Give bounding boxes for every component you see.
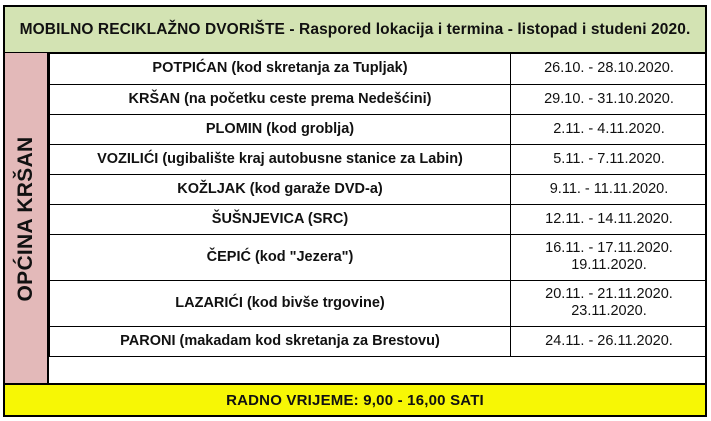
date-lines xyxy=(511,240,707,274)
date-lines xyxy=(511,60,707,77)
header-title: MOBILNO RECIKLAŽNO DVORIŠTE - Raspored lokacija i termina - listopad i studeni 2020. xyxy=(19,20,691,38)
table-row xyxy=(50,326,708,356)
date-line: 20.11. - 21.11.2020. xyxy=(545,286,673,302)
date-lines xyxy=(511,211,707,228)
date-cell xyxy=(511,174,708,204)
location-cell: VOZILIĆI (ugibalište kraj autobusne stanice za Labin) xyxy=(50,144,511,174)
location-cell: PARONI (makadam kod skretanja za Brestovu) xyxy=(50,326,511,356)
date-cell xyxy=(511,114,708,144)
table-row xyxy=(50,144,708,174)
date-line: 2.11. - 4.11.2020. xyxy=(553,120,665,137)
date-lines xyxy=(511,286,707,320)
table-row xyxy=(50,84,708,114)
date-lines xyxy=(511,91,707,108)
date-line: 12.11. - 14.11.2020. xyxy=(545,210,673,227)
location-cell: LAZARIĆI (kod bivše trgovine) xyxy=(50,280,511,326)
table-row xyxy=(50,114,708,144)
date-line: 16.11. - 17.11.2020. xyxy=(545,240,673,256)
date-cell xyxy=(511,144,708,174)
location-cell: ČEPIĆ (kod "Jezera") xyxy=(50,234,511,280)
date-cell xyxy=(511,204,708,234)
date-cell xyxy=(511,280,708,326)
date-line: 26.10. - 28.10.2020. xyxy=(544,60,674,77)
location-cell: KOŽLJAK (kod garaže DVD-a) xyxy=(50,174,511,204)
location-cell: PLOMIN (kod groblja) xyxy=(50,114,511,144)
location-cell: ŠUŠNJEVICA (SRC) xyxy=(50,204,511,234)
date-lines xyxy=(511,181,707,198)
date-cell xyxy=(511,234,708,280)
table-row xyxy=(50,54,708,84)
date-lines xyxy=(511,151,707,168)
municipality-label: OPĆINA KRŠAN xyxy=(14,136,37,302)
date-lines xyxy=(511,121,707,138)
date-cell xyxy=(511,84,708,114)
table-row xyxy=(50,280,708,326)
date-line: 19.11.2020. xyxy=(571,257,647,273)
date-cell xyxy=(511,326,708,356)
date-line: 23.11.2020. xyxy=(571,303,647,319)
municipality-column xyxy=(5,53,49,385)
location-cell: POTPIĆAN (kod skretanja za Tupljak) xyxy=(50,54,511,84)
date-cell xyxy=(511,54,708,84)
working-hours: RADNO VRIJEME: 9,00 - 16,00 SATI xyxy=(226,391,484,409)
table-row xyxy=(50,234,708,280)
location-cell: KRŠAN (na početku ceste prema Nedešćini) xyxy=(50,84,511,114)
table-row xyxy=(50,174,708,204)
date-line: 29.10. - 31.10.2020. xyxy=(544,90,674,107)
date-line: 9.11. - 11.11.2020. xyxy=(549,180,669,197)
table-footer xyxy=(5,383,705,415)
table-row xyxy=(50,204,708,234)
schedule-table xyxy=(3,5,707,417)
date-line: 5.11. - 7.11.2020. xyxy=(553,150,665,167)
locations-grid xyxy=(49,54,707,357)
table-header xyxy=(5,7,705,54)
date-lines xyxy=(511,333,707,350)
date-line: 24.11. - 26.11.2020. xyxy=(545,332,673,349)
